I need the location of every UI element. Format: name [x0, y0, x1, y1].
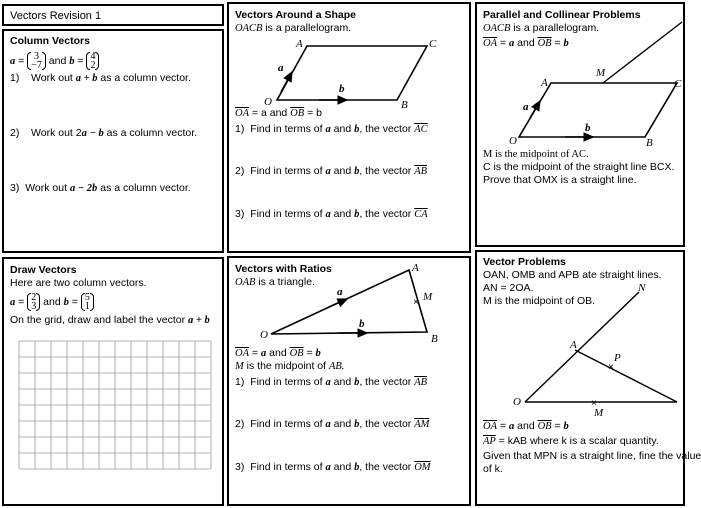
page-title: Vectors Revision 1 — [10, 10, 102, 22]
drawing-grid[interactable] — [19, 341, 211, 469]
label-c: C — [429, 38, 437, 50]
label-a: A — [412, 262, 419, 274]
label-vector-b: b — [585, 122, 591, 134]
label-vector-a: a — [523, 101, 529, 113]
draw-vectors-heading: Draw Vectors — [10, 264, 77, 276]
label-vector-a: a — [337, 286, 343, 298]
label-m: M — [596, 67, 606, 79]
around-shape-intro: OACB is a parallelogram. — [235, 22, 352, 34]
around-shape-q2: 2) Find in terms of a and b, the vector $\overline{AB}$ — [235, 165, 428, 177]
midpoint-m-mark: × — [413, 297, 419, 308]
label-a: A — [296, 38, 303, 50]
parallel-line2: C is the midpoint of the straight line BCX. — [483, 161, 675, 173]
draw-vector-definitions: a = 2 3 and b = 5 1 — [10, 290, 94, 314]
around-shape-heading: Vectors Around a Shape — [235, 9, 356, 21]
column-vectors-panel — [2, 29, 224, 253]
ratios-panel — [227, 256, 471, 506]
column-vector-a: 2 3 — [27, 293, 40, 311]
line-oan — [525, 292, 639, 402]
question-3: 3) Work out a − 2b as a column vector. — [10, 182, 191, 194]
line-m-extension — [603, 22, 682, 83]
triangle-diagram — [229, 258, 469, 348]
triangle-shape — [271, 270, 427, 334]
draw-vectors-panel — [2, 257, 224, 506]
problems-heading: Vector Problems — [483, 256, 566, 268]
problems-diagram — [477, 252, 687, 422]
ratios-heading: Vectors with Ratios — [235, 263, 332, 275]
column-vector-b: 4 2 — [86, 52, 99, 70]
label-vector-a: a — [278, 62, 284, 74]
label-p: P — [614, 352, 621, 364]
parallelogram-shape — [277, 46, 427, 100]
around-shape-definitions: $\overline{OA} = a$ and $\overline{OB} = b$ — [235, 107, 322, 119]
title-box — [2, 4, 224, 26]
problems-panel — [475, 250, 701, 506]
ratios-intro: OAB is a triangle. — [235, 276, 315, 288]
label-b: B — [646, 137, 653, 149]
ratios-definitions: $\overline{OA} = a$ and $\overline{OB} = b$ — [235, 347, 321, 359]
parallel-panel — [475, 2, 685, 247]
around-shape-panel — [227, 2, 471, 253]
problems-given-line: Given that MPN is a straight line, fine the value — [483, 450, 701, 462]
question-2: 2) Work out 2a − b as a column vector. — [10, 127, 198, 139]
label-o: O — [264, 96, 272, 108]
column-vectors-heading: Column Vectors — [10, 35, 90, 47]
draw-vectors-intro: Here are two column vectors. — [10, 277, 147, 289]
draw-instruction: On the grid, draw and label the vector a + b — [10, 314, 210, 326]
problems-line2: AN = 2OA. — [483, 282, 534, 294]
problems-line3: M is the midpoint of OB. — [483, 295, 596, 307]
label-vector-b: b — [339, 83, 345, 95]
label-o: O — [513, 396, 521, 408]
label-b: B — [431, 333, 438, 345]
label-b: B — [401, 99, 408, 111]
parallel-intro: OACB is a parallelogram. — [483, 22, 600, 34]
problems-definitions: $\overline{OA} = a$ and $\overline{OB} = b$ — [483, 420, 569, 432]
problems-line1: OAN, OMB and APB ate straight lines. — [483, 269, 662, 281]
around-shape-q1: 1) Find in terms of a and b, the vector $\overline{AC}$ — [235, 123, 428, 135]
label-m: M — [594, 407, 604, 419]
label-vector-b: b — [359, 318, 365, 330]
label-m: M — [423, 291, 433, 303]
parallel-diagram — [477, 4, 687, 154]
ratios-q1: 1) Find in terms of a and b, the vector $\overline{AB}$ — [235, 376, 428, 388]
vector-a-arrow — [281, 72, 292, 92]
vector-definitions: a = 3 −7 and b = 4 2 — [10, 49, 99, 73]
column-vector-a: 3 −7 — [27, 52, 46, 70]
vector-a-arrow — [329, 299, 347, 307]
parallel-line3: Prove that OMX is a straight line. — [483, 174, 637, 186]
column-vector-b: 5 1 — [81, 293, 94, 311]
parallel-definitions: $\overline{OA} = a$ and $\overline{OB} = b$ — [483, 37, 569, 49]
line-apb — [575, 350, 677, 402]
ratios-q2: 2) Find in terms of a and b, the vector $\overline{AM}$ — [235, 418, 430, 430]
parallel-line1: M is the midpoint of AC. — [483, 149, 589, 160]
ratios-midpoint: M is the midpoint of AB. — [235, 360, 345, 372]
parallel-parallelogram — [519, 83, 677, 137]
parallelogram-diagram — [229, 34, 469, 114]
vector-a-arrow — [530, 101, 540, 118]
label-n: N — [638, 282, 646, 294]
label-o: O — [509, 135, 517, 147]
point-m-mark: × — [591, 398, 597, 409]
around-shape-q3: 3) Find in terms of a and b, the vector $\overline{CA}$ — [235, 208, 428, 220]
problems-ap-line: $\overline{AP}$ = kAB where k is a scalar quantity. — [483, 435, 659, 447]
label-o: O — [260, 329, 268, 341]
ratios-q3: 3) Find in terms of a and b, the vector $\overline{OM}$ — [235, 461, 431, 473]
label-a: A — [570, 339, 577, 351]
label-c: C — [674, 78, 682, 90]
question-1: 1) Work out a + b as a column vector. — [10, 72, 191, 84]
problems-of-k: of k. — [483, 463, 503, 475]
point-p-mark: × — [608, 362, 614, 373]
parallel-heading: Parallel and Collinear Problems — [483, 9, 641, 21]
label-a: A — [541, 77, 548, 89]
